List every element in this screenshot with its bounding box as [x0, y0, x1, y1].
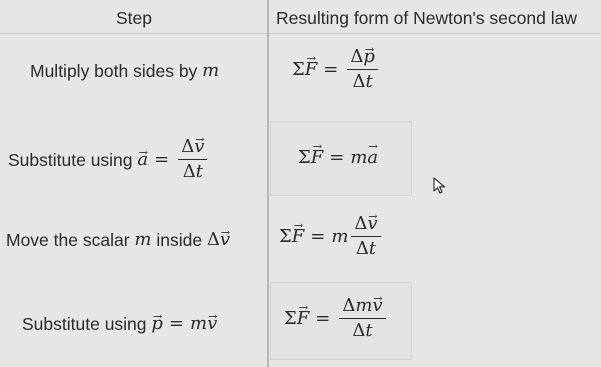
time-variable: t — [368, 238, 377, 259]
fraction-denominator — [349, 319, 375, 341]
mass-variable: m — [355, 295, 373, 316]
step-text: Move the scalar — [6, 230, 135, 250]
delta-symbol: Δ — [350, 46, 364, 67]
equals-sign: = — [315, 308, 331, 329]
result-row-3 — [279, 214, 384, 259]
force-vector: → F — [305, 59, 318, 80]
momentum-vector: → p — [151, 314, 163, 334]
time-variable: t — [365, 71, 373, 92]
fraction-numerator — [347, 47, 378, 70]
step-column-header: Step — [116, 8, 152, 28]
time-variable: t — [365, 320, 373, 341]
force-vector: → F — [297, 308, 310, 329]
equals-sign: = — [310, 226, 326, 247]
delta-symbol: Δ — [182, 161, 196, 182]
step-text: Multiply both sides by — [30, 61, 203, 81]
fraction-denominator — [349, 70, 375, 92]
fraction — [178, 137, 207, 182]
acceleration-vector: → a — [137, 150, 148, 170]
step-text: Substitute using — [8, 149, 138, 170]
equals-sign: = — [154, 148, 170, 170]
result-row-1 — [292, 47, 381, 92]
step-text-2: inside — [151, 230, 207, 250]
time-variable: t — [195, 161, 203, 182]
header-divider — [0, 33, 601, 34]
mouse-pointer-icon — [433, 177, 447, 194]
step-text: Substitute using — [22, 314, 152, 334]
fraction — [351, 214, 380, 259]
equals-sign: = — [329, 147, 345, 168]
step-variable: m — [202, 60, 220, 81]
step-row-4 — [22, 314, 217, 334]
delta-symbol: Δ — [342, 295, 356, 316]
step-equation — [137, 137, 210, 182]
force-vector: → F — [292, 226, 305, 247]
fraction-numerator — [339, 296, 385, 319]
sum-symbol: Σ — [298, 147, 311, 168]
step-row-2 — [8, 137, 210, 182]
force-vector: → F — [311, 147, 324, 168]
sum-symbol: Σ — [284, 308, 297, 329]
result-row-2 — [298, 147, 378, 168]
delta-symbol: Δ — [352, 71, 366, 92]
fraction-numerator — [178, 137, 207, 160]
velocity-vector: → v — [207, 314, 217, 334]
mass-variable: m — [190, 313, 208, 334]
mass-variable: m — [331, 226, 349, 247]
step-equation — [151, 314, 217, 334]
sum-symbol: Σ — [279, 226, 292, 247]
step-row-3 — [6, 230, 230, 250]
result-column-header: Resulting form of Newton's second law — [276, 8, 577, 28]
delta-symbol: Δ — [206, 229, 220, 250]
delta-symbol: Δ — [355, 238, 369, 259]
step-delta-velocity — [207, 230, 230, 250]
result-row-4 — [284, 296, 389, 341]
fraction-denominator — [180, 160, 206, 182]
momentum-vector: → p — [363, 47, 375, 67]
fraction-denominator — [353, 237, 379, 259]
velocity-vector: → v — [194, 137, 204, 157]
equals-sign: = — [323, 59, 339, 80]
mass-variable: m — [350, 147, 368, 168]
delta-symbol: Δ — [354, 213, 368, 234]
column-divider — [267, 0, 269, 367]
delta-symbol: Δ — [352, 320, 366, 341]
delta-symbol: Δ — [181, 136, 195, 157]
velocity-vector: → v — [220, 230, 230, 250]
velocity-vector: → v — [372, 296, 382, 316]
fraction — [339, 296, 385, 341]
acceleration-vector: → a — [367, 147, 378, 168]
step-variable: m — [134, 229, 152, 250]
fraction-numerator — [351, 214, 380, 237]
velocity-vector: → v — [367, 214, 377, 234]
equals-sign: = — [168, 313, 185, 334]
fraction — [347, 47, 378, 92]
sum-symbol: Σ — [292, 59, 305, 80]
step-row-1 — [30, 61, 219, 81]
